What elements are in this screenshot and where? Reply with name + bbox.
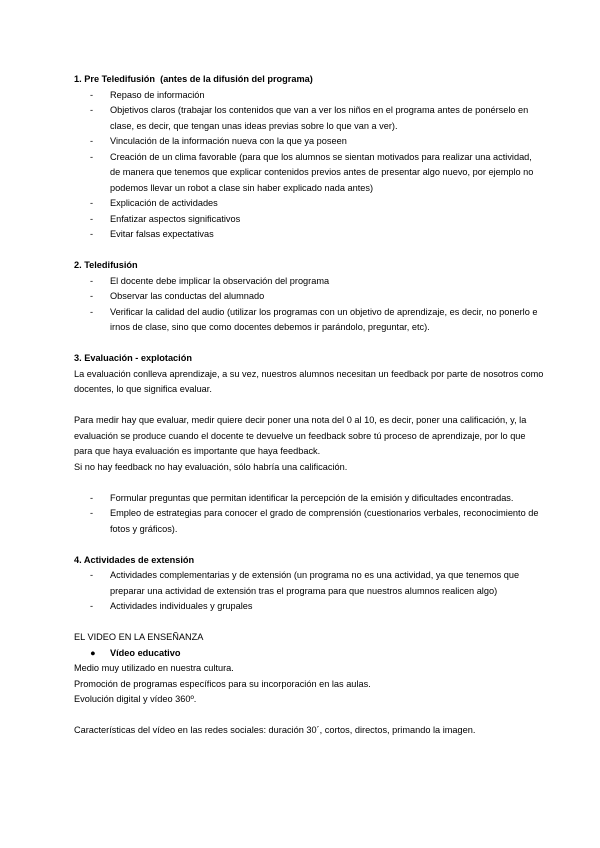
list-item: - Formular preguntas que permitan identificar la percepción de la emisión y dificultades encontradas. bbox=[74, 491, 544, 507]
list-item: - Evitar falsas expectativas bbox=[74, 227, 544, 243]
section-1-title: Pre Teledifusión bbox=[84, 74, 156, 84]
video-bullet-item bbox=[74, 646, 544, 662]
section-4-heading: 4. Actividades de extensión bbox=[74, 554, 195, 565]
video-line: Medio muy utilizado en nuestra cultura. bbox=[74, 663, 234, 673]
section-3-heading: 3. Evaluación - explotación bbox=[74, 353, 192, 363]
list-item: - Actividades complementarias y de extensión (un programa no es una actividad, ya que tenemos que preparar una actividad de extensión tras el programa para que nuestros alumnos realicen algo) bbox=[74, 568, 544, 599]
section-3-list bbox=[74, 491, 544, 538]
document-page bbox=[74, 72, 544, 739]
section-2-list bbox=[74, 274, 544, 336]
list-item: - Actividades individuales y grupales bbox=[74, 599, 544, 615]
bullet-icon: ● bbox=[90, 647, 96, 658]
list-item: - Observar las conductas del alumnado bbox=[74, 289, 544, 305]
section-1-list bbox=[74, 88, 544, 243]
list-item: - Verificar la calidad del audio (utilizar los programas con un objetivo de aprendizaje, es decir, no ponerlo e irnos de clase, sino que como docentes debemos ir parándolo, preguntar, etc). bbox=[74, 305, 544, 336]
video-heading: EL VIDEO EN LA ENSEÑANZA bbox=[74, 632, 204, 642]
video-bullet-label: Vídeo educativo bbox=[110, 647, 181, 658]
section-3-paragraph-1: La evaluación conlleva aprendizaje, a su vez, nuestros alumnos necesitan un feedback por parte de nosotros como docentes, lo que significa evaluar. bbox=[74, 368, 544, 394]
list-item: - Objetivos claros (trabajar los contenidos que van a ver los niños en el programa antes de ponérselo en clase, es decir, que tengan unas ideas previas sobre lo que van a ver). bbox=[74, 103, 544, 134]
video-line: Promoción de programas específicos para su incorporación en las aulas. bbox=[74, 678, 371, 689]
section-4-list bbox=[74, 568, 544, 615]
section-2-heading: 2. Teledifusión bbox=[74, 260, 138, 270]
list-item: - Creación de un clima favorable (para que los alumnos se sientan motivados para realizar una actividad, de manera que tenemos que explicar contenidos previos antes de presentar algo nuevo, por ejemplo no podemos llevar un robot a clase sin haber explicado nada antes) bbox=[74, 150, 544, 197]
list-item: - Empleo de estrategias para conocer el grado de comprensión (cuestionarios verbales, reconocimiento de fotos y gráficos). bbox=[74, 506, 544, 537]
section-1-subtitle: (antes de la difusión del programa) bbox=[160, 74, 313, 84]
list-item: - Enfatizar aspectos significativos bbox=[74, 212, 544, 228]
video-characteristics: Características del vídeo en las redes sociales: duración 30´, cortos, directos, primando la imagen. bbox=[74, 725, 476, 735]
list-item: - El docente debe implicar la observación del programa bbox=[74, 274, 544, 290]
section-3-paragraph-3: Si no hay feedback no hay evaluación, sólo habría una calificación. bbox=[74, 461, 348, 472]
list-item: - Repaso de información bbox=[74, 88, 544, 104]
video-line: Evolución digital y vídeo 360º. bbox=[74, 694, 197, 704]
section-3-paragraph-2: Para medir hay que evaluar, medir quiere decir poner una nota del 0 al 10, es decir, poner una calificación, y, la evaluación se produce cuando el docente te devuelve un feedback sobre tú proceso de aprendizaje, por lo que para que haya evaluación es importante que haya feedback. bbox=[74, 415, 527, 456]
list-item: - Explicación de actividades bbox=[74, 196, 544, 212]
section-1-heading bbox=[74, 72, 544, 88]
section-1-number: 1. bbox=[74, 74, 82, 84]
list-item: - Vinculación de la información nueva con la que ya poseen bbox=[74, 134, 544, 150]
